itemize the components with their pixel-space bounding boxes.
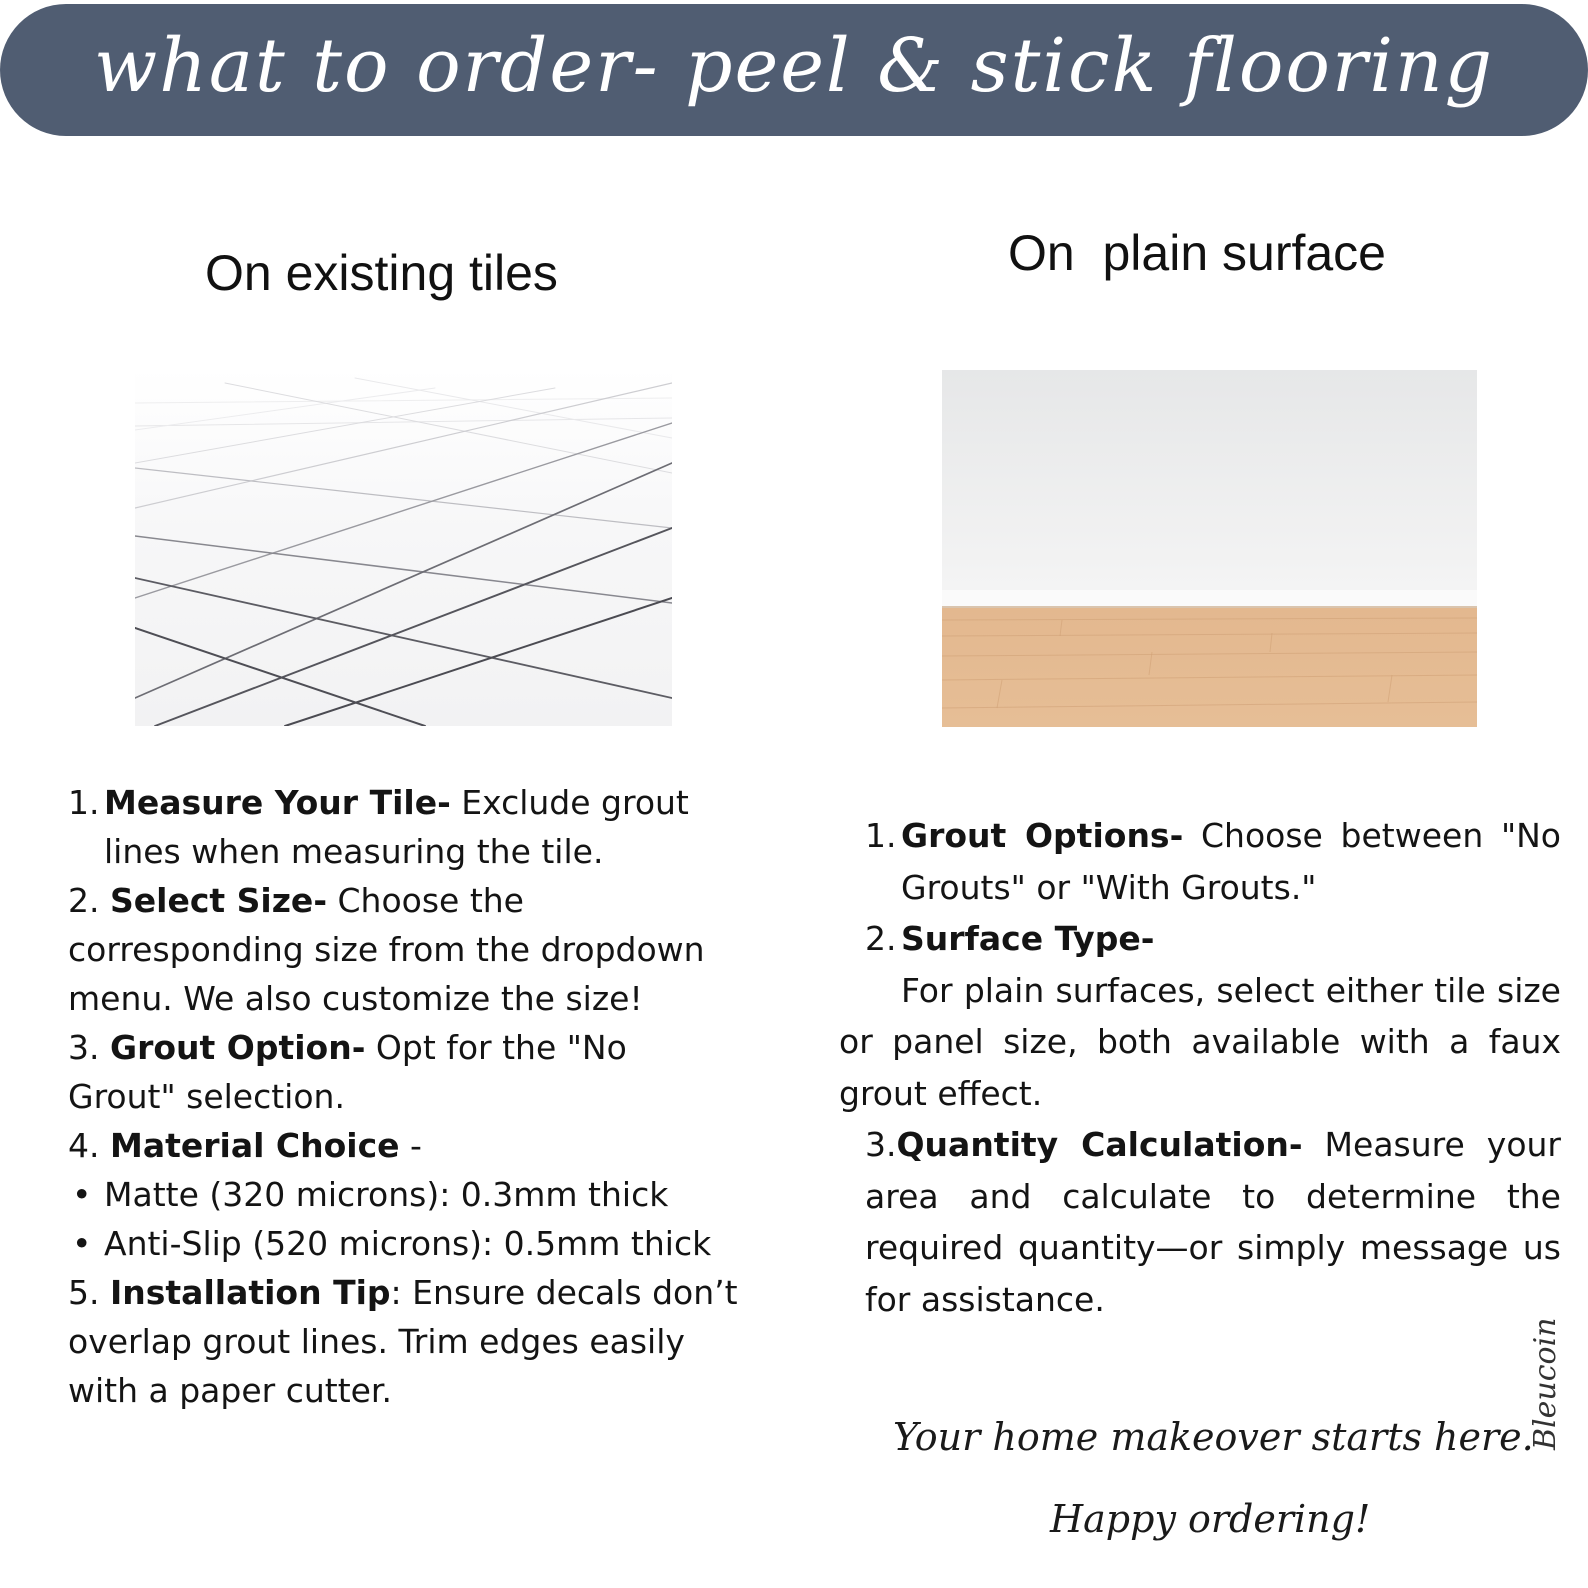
surface-type-description: For plain surfaces, select either tile size or panel size, both available with a faux grout effect. — [839, 970, 1561, 1113]
list-item — [42, 1268, 742, 1415]
list-item — [839, 913, 1561, 965]
bullet-item — [42, 1170, 742, 1219]
item-text: Exclude grout lines when measuring the tile. — [104, 783, 689, 871]
bullet-icon: • — [72, 1175, 92, 1214]
item-number: 3. — [68, 1028, 110, 1067]
list-item — [839, 810, 1561, 913]
item-text: Choose between "No Grouts" or "With Grouts." — [901, 816, 1561, 907]
item-number: 2. — [865, 919, 897, 958]
list-item — [42, 1121, 742, 1170]
item-number: 3. — [865, 1125, 897, 1164]
plain-surface-instructions — [839, 810, 1561, 1325]
brand-signature-logo: Bleucoin — [1528, 1317, 1563, 1450]
item-title: Grout Options- — [901, 816, 1184, 855]
item-text: : Ensure decals don’t overlap grout lines. Trim edges easily with a paper cutter. — [68, 1273, 738, 1410]
title-banner — [0, 4, 1588, 136]
item-title: Measure Your Tile- — [104, 783, 451, 822]
closing-line-happy-ordering: Happy ordering! — [1050, 1497, 1371, 1541]
item-number: 2. — [68, 881, 110, 920]
item-title: Select Size- — [109, 881, 328, 920]
item-title: Material Choice — [109, 1126, 400, 1165]
bullet-text: Matte (320 microns): 0.3mm thick — [104, 1175, 669, 1214]
bullet-text: Anti-Slip (520 microns): 0.5mm thick — [104, 1224, 712, 1263]
heading-existing-tiles: On existing tiles — [205, 245, 558, 301]
item-number: 1. — [68, 783, 100, 822]
heading-plain-surface: On plain surface — [1008, 225, 1386, 281]
existing-tiles-instructions — [42, 778, 742, 1415]
list-item — [42, 876, 742, 1023]
item-text: Opt for the "No Grout" selection. — [68, 1028, 627, 1116]
item-title: Quantity Calculation- — [896, 1125, 1303, 1164]
item-text: - — [399, 1126, 422, 1165]
banner-title: what to order- peel & stick flooring — [93, 23, 1495, 109]
item-text: Measure your area and calculate to determine the required quantity—or simply message us for assistance. — [865, 1125, 1561, 1319]
item-text: Choose the corresponding size from the dropdown menu. We also customize the size! — [68, 881, 705, 1018]
list-item — [42, 778, 742, 876]
bullet-item — [42, 1219, 742, 1268]
item-number: 5. — [68, 1273, 110, 1312]
closing-line-makeover: Your home makeover starts here. — [893, 1415, 1534, 1459]
item-title: Surface Type- — [901, 919, 1155, 958]
list-item — [42, 1023, 742, 1121]
bullet-icon: • — [72, 1224, 92, 1263]
item-title: Installation Tip — [109, 1273, 391, 1312]
plain-wall-wood-floor-photo — [942, 370, 1477, 727]
list-item — [839, 1119, 1561, 1325]
item-title: Grout Option- — [109, 1028, 366, 1067]
tiled-floor-photo — [135, 368, 672, 726]
item-number: 1. — [865, 816, 897, 855]
item-number: 4. — [68, 1126, 110, 1165]
